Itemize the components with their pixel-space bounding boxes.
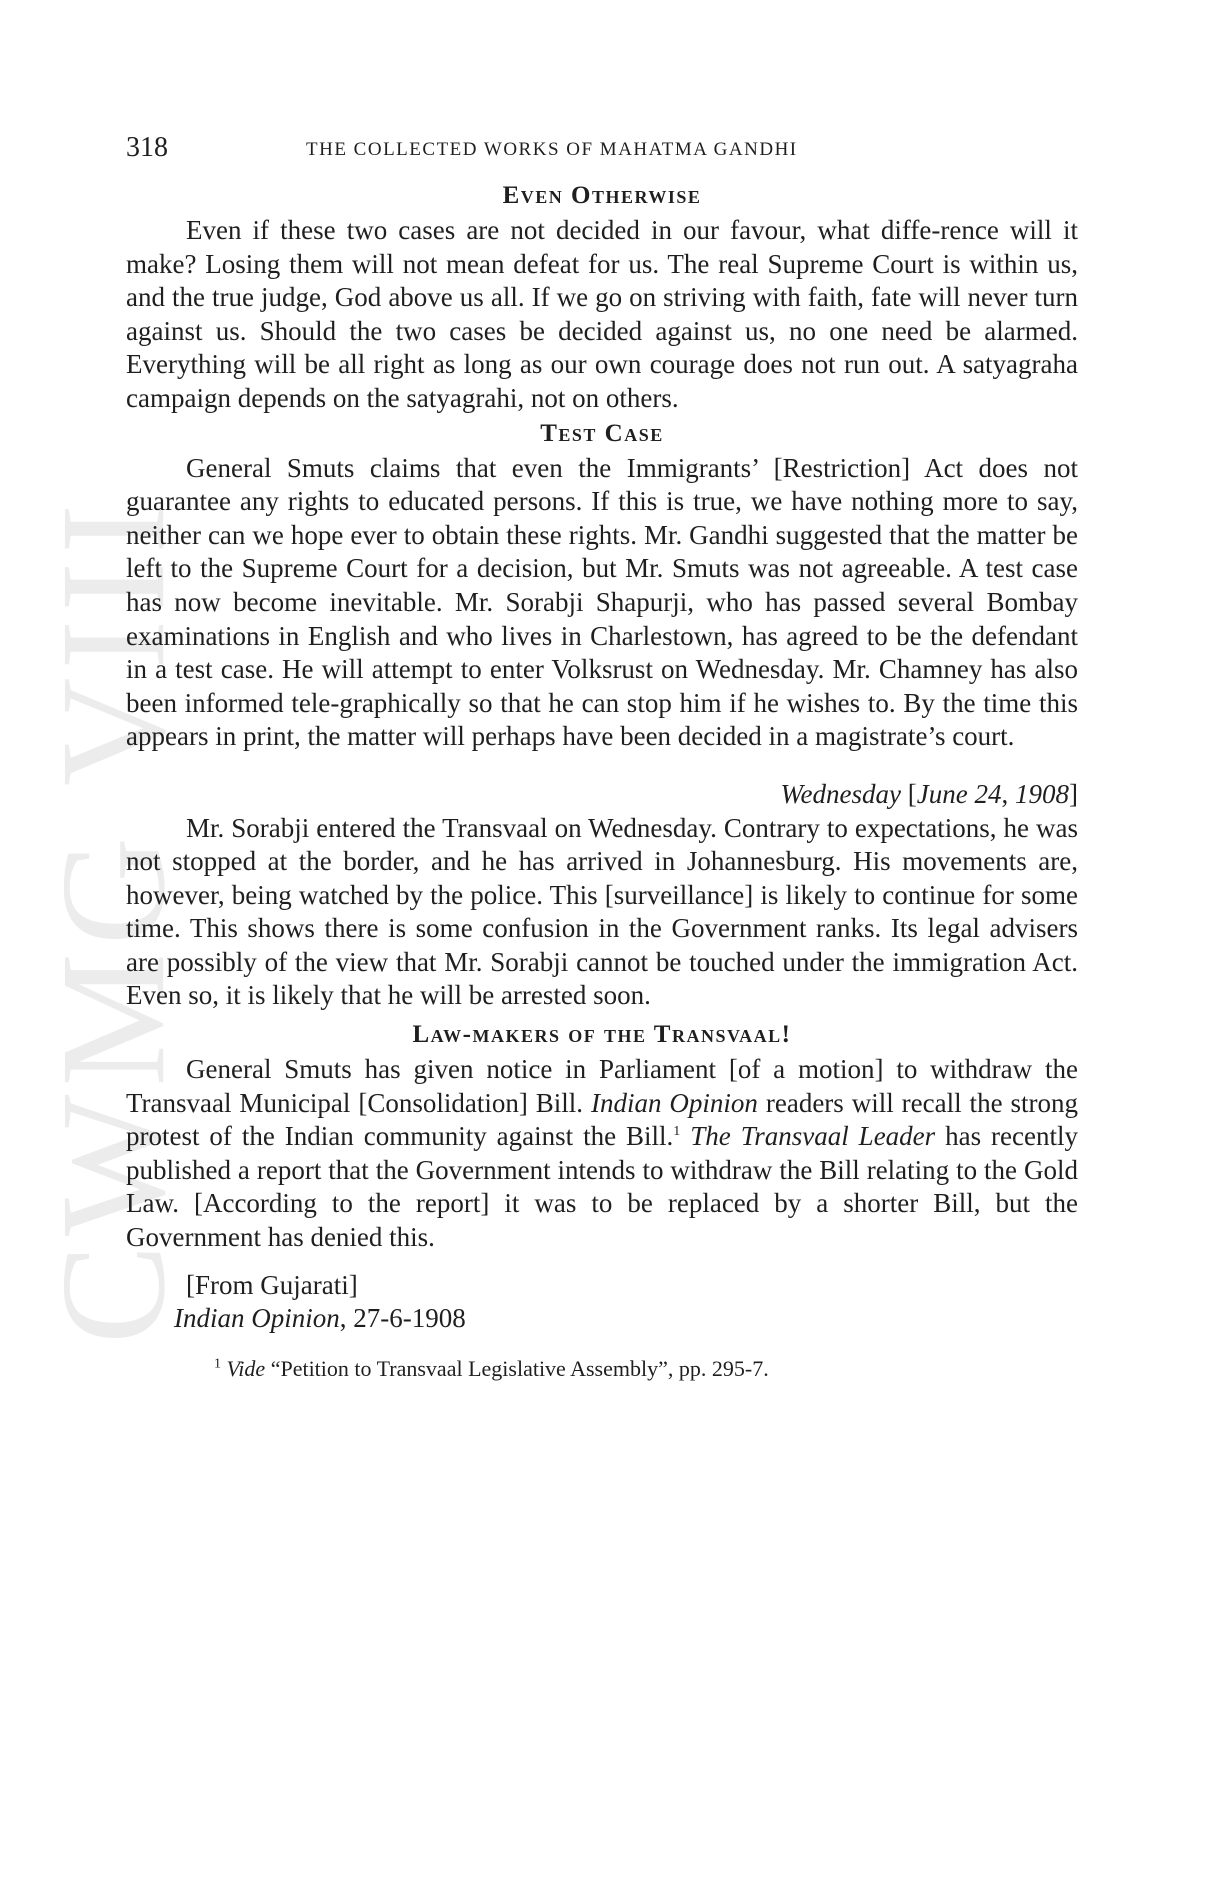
source-publication: [174, 1302, 1078, 1336]
section-heading-even-otherwise: Even Otherwise: [502, 182, 702, 209]
source-publication-date: , 27-6-1908: [339, 1303, 466, 1334]
footnote-text: “Petition to Transvaal Legislative Assembly”, pp. 295-7.: [265, 1355, 769, 1381]
page-number: 318: [126, 132, 168, 163]
paragraph-even-otherwise: Even if these two cases are not decided in our favour, what diffe-rence will it make? Losing them will not mean defeat for us. The real Supreme Court is within us, and the true judge, God above us all. If we go on striving with faith, fate will never turn against us. Should the two cases be decided against us, no one need be alarmed. Everything will be all right as long as our own courage does not run out. A satyagraha campaign depends on the satyagrahi, not on others.: [126, 215, 1078, 413]
publication-title-indian-opinion: Indian Opinion: [590, 1087, 758, 1118]
dateline-close-bracket: ]: [1069, 778, 1078, 809]
page-header: [126, 128, 1078, 168]
dateline: [126, 778, 1078, 812]
dateline-date-month: June 24: [916, 778, 1002, 809]
paragraph-test-case: General Smuts claims that even the Immigrants’ [Restriction] Act does not guarantee any rights to educated persons. If this is true, we have nothing more to say, neither can we hope ever to obtain these rights. Mr. Gandhi suggested that the matter be left to the Supreme Court for a decision, but Mr. Smuts was not agreeable. A test case has now become inevitable. Mr. Sorabji Shapurji, who has passed several Bombay examinations in English and who lives in Charlestown, has agreed to be the defendant in a test case. He will attempt to enter Volksrust on Wednesday. Mr. Chamney has also been informed tele-graphically so that he can stop him if he wishes to. By the time this appears in print, the matter will perhaps have been decided in a magistrate’s court.: [126, 452, 1078, 752]
page-body: [126, 178, 1078, 1384]
source-language-note: [From Gujarati]: [186, 1269, 358, 1300]
footnote-reference-mark: 1: [673, 1124, 681, 1140]
law-makers-text-2: readers will recall the strong protest of the Indian community against the Bill.: [126, 1087, 1078, 1152]
paragraph-law-makers: [126, 1053, 1078, 1255]
dateline-day: Wednesday: [780, 778, 902, 809]
law-makers-text-1: General Smuts has given notice in Parliament [of a motion] to withdraw the Transvaal Municipal [Consolidation] Bill.: [126, 1054, 1078, 1118]
running-title: THE COLLECTED WORKS OF MAHATMA GANDHI: [306, 139, 798, 160]
dateline-comma: ,: [1001, 778, 1015, 809]
dateline-year: 1908: [1015, 778, 1069, 809]
section-heading-test-case: Test Case: [540, 419, 664, 447]
section-heading-law-makers: Law-makers of the Transvaal!: [412, 1021, 792, 1049]
publication-title-transvaal-leader: The Transvaal Leader: [690, 1121, 936, 1152]
footnote: [214, 1354, 1078, 1384]
dateline-open-bracket: [: [907, 778, 917, 809]
law-makers-text-4: has recently published a report that the Government intends to withdraw the Bill relating to the Gold Law. [According to the report] it was to be replaced by a shorter Bill, but the Government has denied this.: [126, 1121, 1079, 1253]
law-makers-text-3: [680, 1121, 690, 1151]
watermark-text: CWMG VIII: [30, 495, 197, 1345]
footnote-mark: 1: [214, 1356, 221, 1372]
paragraph-sorabji-entered: Mr. Sorabji entered the Transvaal on Wednesday. Contrary to expectations, he was not stopped at the border, and he has arrived in Johannesburg. His movements are, however, being watched by the police. This [surveillance] is likely to continue for some time. This shows there is some confusion in the Government ranks. Its legal advisers are possibly of the view that Mr. Sorabji cannot be touched under the immigration Act. Even so, it is likely that he will be arrested soon.: [126, 812, 1078, 1011]
source-publication-title: Indian Opinion: [174, 1303, 340, 1334]
footnote-vide: Vide: [226, 1355, 266, 1381]
